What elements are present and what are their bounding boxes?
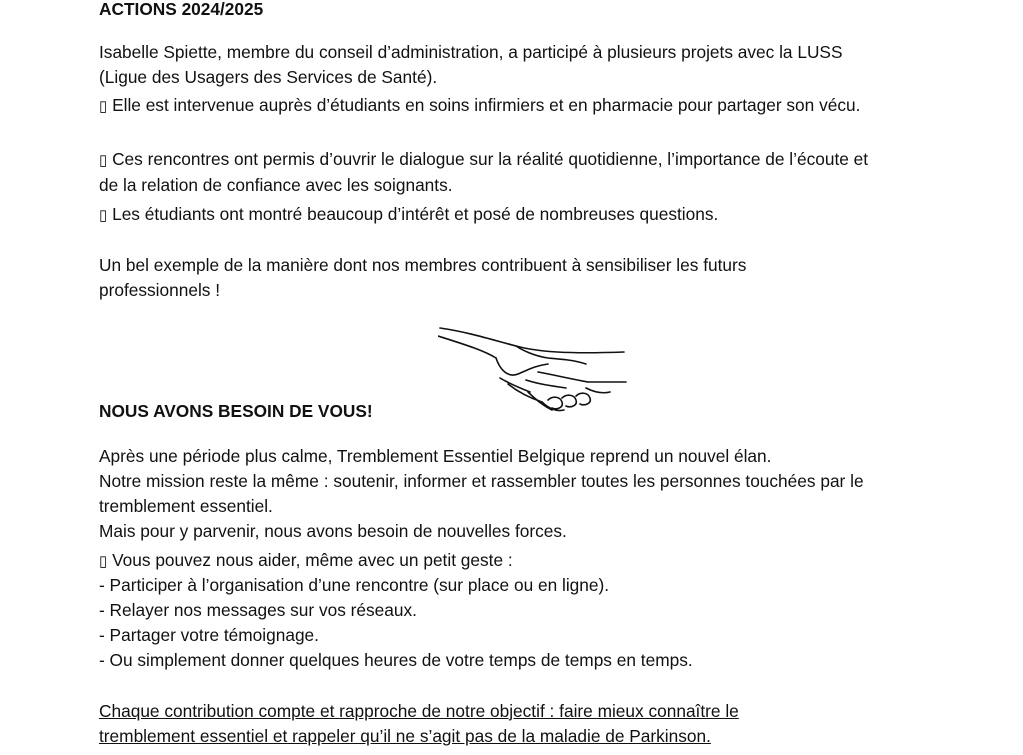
bullet-box-icon: ▯ (99, 207, 108, 224)
section-title-besoin: NOUS AVONS BESOIN DE VOUS! (99, 401, 373, 421)
list-item: - Participer à l’organisation d’une rencontre (sur place ou en ligne). (99, 575, 610, 595)
paragraph-line: Mais pour y parvenir, nous avons besoin de nouvelles forces. (99, 521, 567, 541)
intro-paragraph: Isabelle Spiette, membre du conseil d’administration, a participé à plusieurs projets avec la LUSS (Ligue des Usagers des Services de Santé). (99, 42, 843, 87)
list-item: - Partager votre témoignage. (99, 625, 319, 645)
handshake-icon (438, 322, 628, 414)
conclusion-paragraph: Un bel exemple de la manière dont nos membres contribuent à sensibiliser les futurs professionnels ! (99, 255, 747, 300)
paragraph-line: Notre mission reste la même : soutenir, informer et rassembler toutes les personnes touchées par le tremblement essentiel. (99, 471, 864, 516)
bullet-item: ▯ Ces rencontres ont permis d’ouvrir le dialogue sur la réalité quotidienne, l’importance de l’écoute et de la relation de confiance avec les soignants. (99, 149, 869, 195)
list-item: - Ou simplement donner quelques heures de votre temps de temps en temps. (99, 650, 693, 670)
bullet-box-icon: ▯ (99, 98, 108, 115)
bullet-item: ▯ Elle est intervenue auprès d’étudiants en soins infirmiers et en pharmacie pour partager son vécu. (99, 95, 861, 115)
bullet-item: ▯ Les étudiants ont montré beaucoup d’intérêt et posé de nombreuses questions. (99, 204, 719, 224)
help-intro: ▯ Vous pouvez nous aider, même avec un petit geste : (99, 550, 513, 570)
paragraph-line: Après une période plus calme, Tremblement Essentiel Belgique reprend un nouvel élan. (99, 446, 772, 466)
bullet-box-icon: ▯ (99, 152, 108, 169)
section-title-actions: ACTIONS 2024/2025 (99, 0, 264, 19)
closing-paragraph: Chaque contribution compte et rapproche de notre objectif : faire mieux connaître le tremblement essentiel et rappeler qu’il ne s’agit pas de la maladie de Parkinson. (99, 701, 739, 746)
bullet-box-icon: ▯ (99, 553, 108, 570)
list-item: - Relayer nos messages sur vos réseaux. (99, 600, 417, 620)
